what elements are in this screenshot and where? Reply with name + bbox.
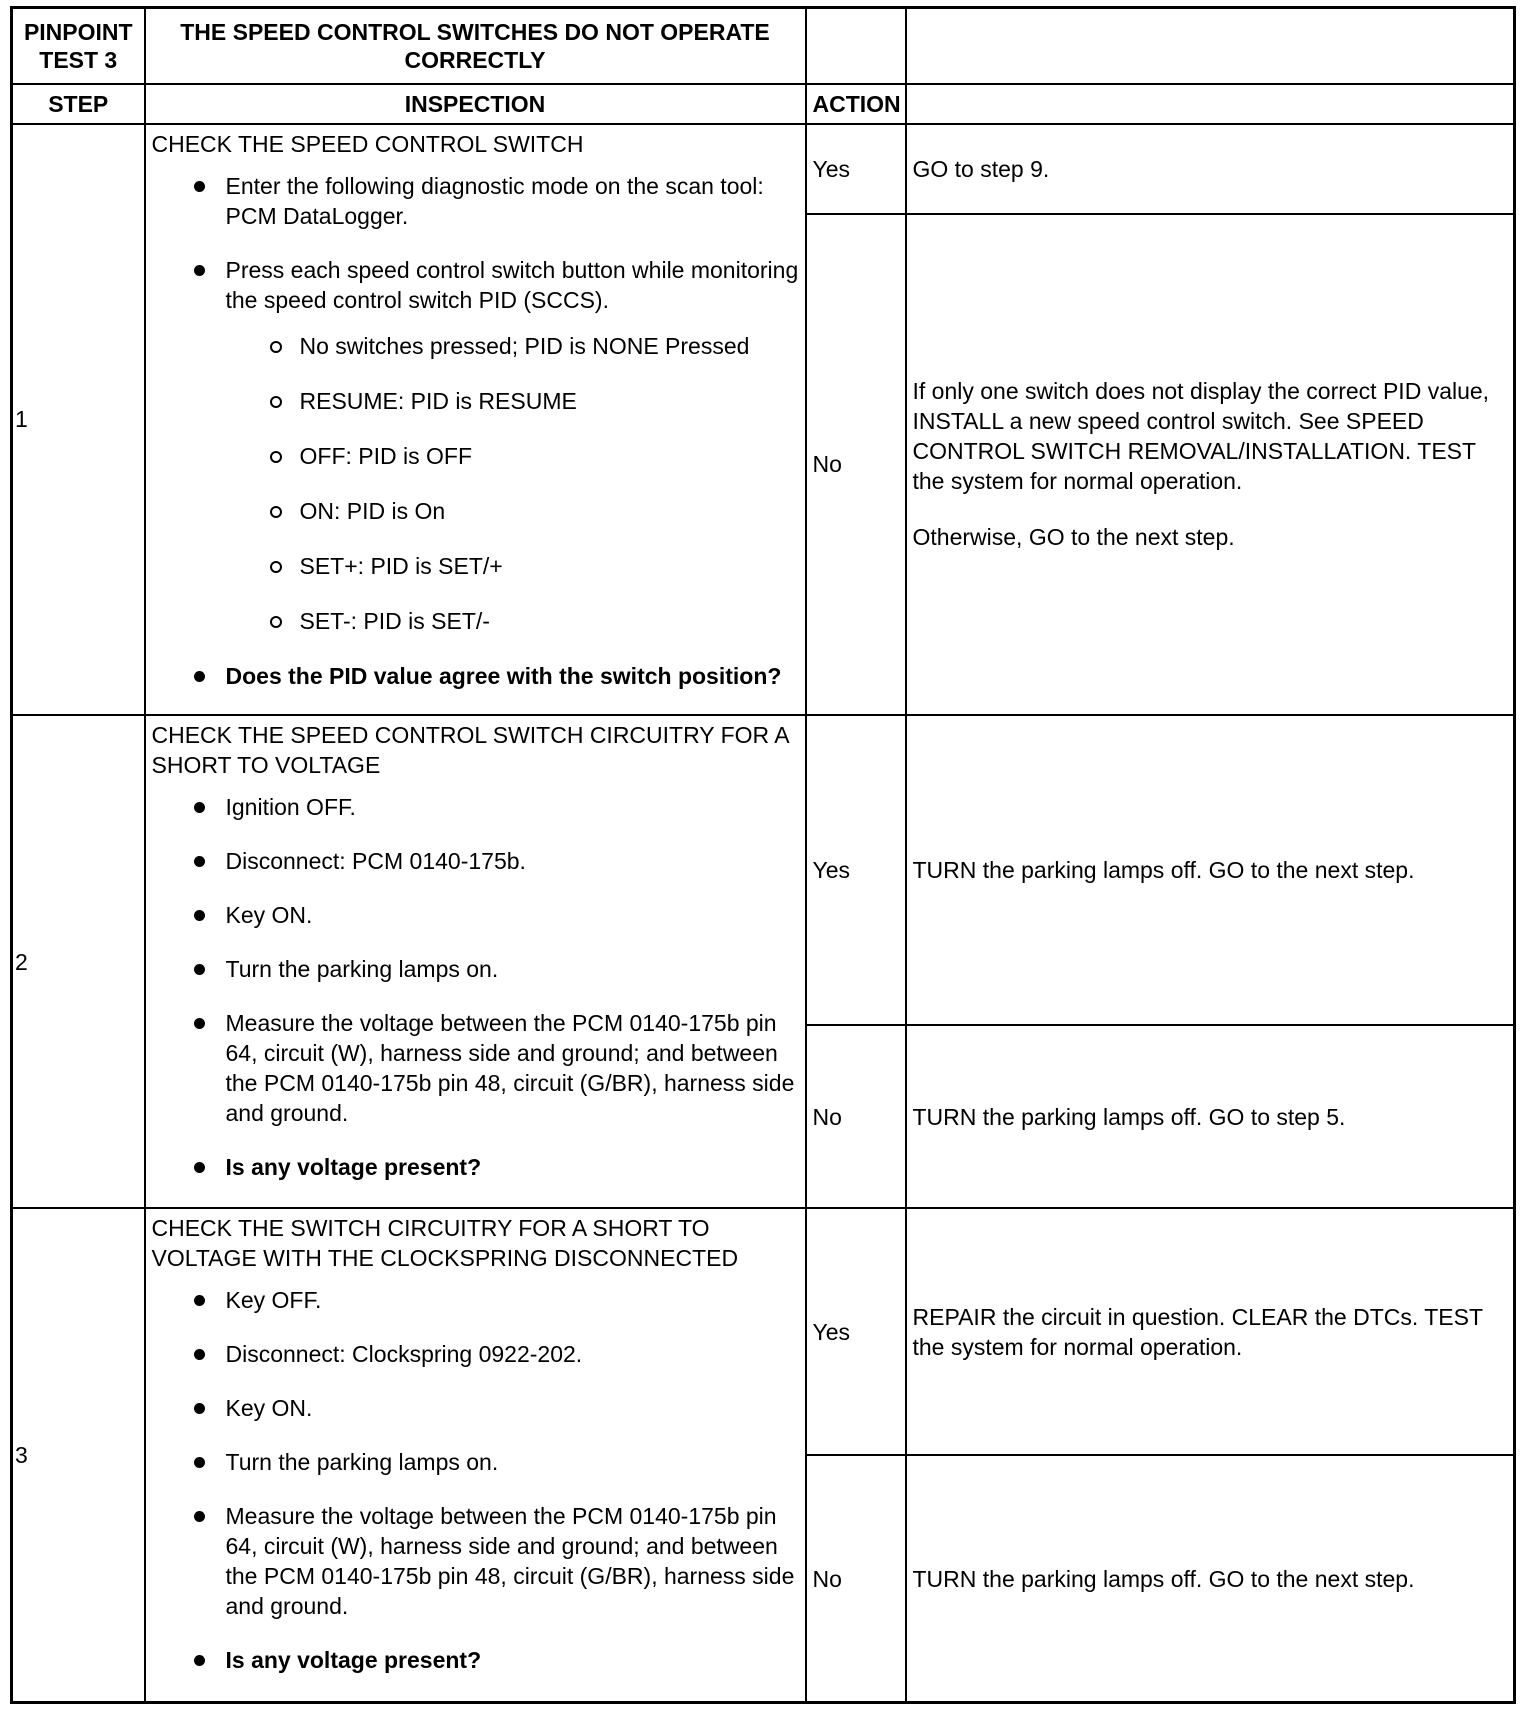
sub-list-item: RESUME: PID is RESUME (268, 386, 799, 416)
test-title: THE SPEED CONTROL SWITCHES DO NOT OPERATE CORRECTLY (145, 8, 806, 84)
sub-list-item: ON: PID is On (268, 496, 799, 526)
inspection-cell (145, 124, 806, 715)
list-item: Key ON. (192, 1393, 799, 1423)
yes-action: REPAIR the circuit in question. CLEAR the DTCs. TEST the system for normal operation. (906, 1208, 1515, 1455)
inspection-list (152, 792, 799, 1182)
list-item: Ignition OFF. (192, 792, 799, 822)
pinpoint-label: PINPOINT TEST 3 (12, 8, 145, 84)
inspection-list (152, 1285, 799, 1675)
header-empty-cell (906, 8, 1515, 84)
table-row (12, 1208, 1515, 1455)
column-header-inspection: INSPECTION (145, 84, 806, 124)
table-row (12, 124, 1515, 214)
step-title: CHECK THE SPEED CONTROL SWITCH CIRCUITRY FOR A SHORT TO VOLTAGE (151, 721, 789, 778)
column-header-step: STEP (12, 84, 145, 124)
inspection-cell (145, 1208, 806, 1702)
pinpoint-test-document (10, 6, 1513, 1704)
sub-list-item: OFF: PID is OFF (268, 441, 799, 471)
step-number: 1 (12, 124, 145, 715)
list-item-text: Press each speed control switch button while monitoring the speed control switch PID (SCCS). (225, 256, 799, 313)
no-action (906, 214, 1515, 715)
list-item: Key ON. (192, 900, 799, 930)
no-action: TURN the parking lamps off. GO to the next step. (906, 1455, 1515, 1702)
header-empty-cell (906, 84, 1515, 124)
no-action-text: Otherwise, GO to the next step. (912, 524, 1235, 551)
column-header-row (12, 84, 1515, 124)
no-label: No (806, 1025, 906, 1208)
list-item: Enter the following diagnostic mode on the scan tool: PCM DataLogger. (192, 171, 799, 231)
list-item: Measure the voltage between the PCM 0140-175b pin 64, circuit (W), harness side and ground; and between the PCM 0140-175b pin 48, circuit (G/BR), harness side and ground. (192, 1008, 799, 1128)
list-item: Turn the parking lamps on. (192, 954, 799, 984)
sub-list-item: No switches pressed; PID is NONE Pressed (268, 331, 799, 361)
yes-label: Yes (806, 1208, 906, 1455)
list-item: Turn the parking lamps on. (192, 1447, 799, 1477)
no-action: TURN the parking lamps off. GO to step 5. (906, 1025, 1515, 1208)
table-row (12, 715, 1515, 1025)
list-item: Key OFF. (192, 1285, 799, 1315)
list-item: Measure the voltage between the PCM 0140-175b pin 64, circuit (W), harness side and ground; and between the PCM 0140-175b pin 48, circuit (G/BR), harness side and ground. (192, 1501, 799, 1621)
sub-list-item: SET+: PID is SET/+ (268, 551, 799, 581)
list-item: Disconnect: Clockspring 0922-202. (192, 1339, 799, 1369)
list-item: Disconnect: PCM 0140-175b. (192, 846, 799, 876)
yes-action: GO to step 9. (906, 124, 1515, 214)
yes-label: Yes (806, 124, 906, 214)
list-item (192, 255, 799, 636)
sub-list (226, 331, 799, 636)
yes-label: Yes (806, 715, 906, 1025)
step-number: 3 (12, 1208, 145, 1702)
table-title-row (12, 8, 1515, 84)
no-label: No (806, 1455, 906, 1702)
step-title: CHECK THE SPEED CONTROL SWITCH (151, 130, 584, 157)
question-item: Does the PID value agree with the switch position? (192, 661, 799, 691)
inspection-cell (145, 715, 806, 1208)
pinpoint-test-table (10, 6, 1516, 1704)
yes-action: TURN the parking lamps off. GO to the next step. (906, 715, 1515, 1025)
inspection-list (152, 171, 799, 691)
no-action-text: If only one switch does not display the correct PID value, INSTALL a new speed control switch. See SPEED CONTROL SWITCH REMOVAL/INSTALLATION. TEST the system for normal operation. (912, 378, 1490, 495)
question-item: Is any voltage present? (192, 1152, 799, 1182)
no-label: No (806, 214, 906, 715)
header-empty-cell (806, 8, 906, 84)
sub-list-item: SET-: PID is SET/- (268, 606, 799, 636)
column-header-action: ACTION (806, 84, 906, 124)
step-number: 2 (12, 715, 145, 1208)
question-item: Is any voltage present? (192, 1645, 799, 1675)
step-title: CHECK THE SWITCH CIRCUITRY FOR A SHORT TO VOLTAGE WITH THE CLOCKSPRING DISCONNECTED (151, 1215, 739, 1272)
